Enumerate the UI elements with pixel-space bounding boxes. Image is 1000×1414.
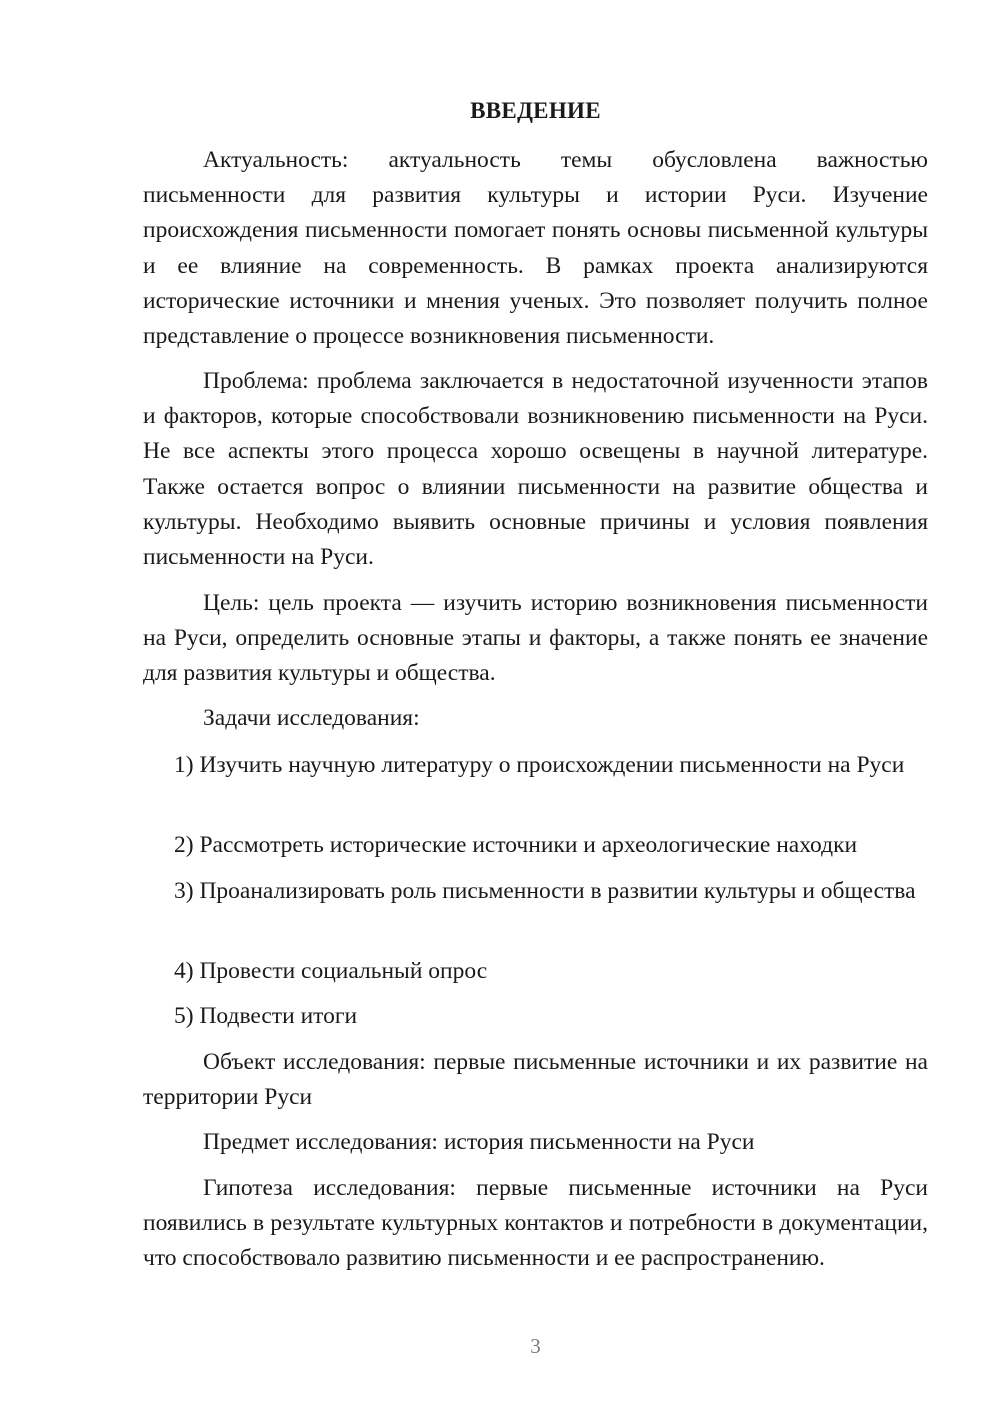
paragraph-object: Объект исследования: первые письменные источники и их развитие на территории Руси (143, 1049, 928, 1111)
section-title: ВВЕДЕНИЕ (470, 98, 601, 123)
tasks-heading: Задачи исследования: (203, 705, 420, 731)
task-item-2: 2) Рассмотреть исторические источники и археологические находки (174, 832, 858, 858)
task-item-3: 3) Проанализировать роль письменности в развитии культуры и общества (174, 878, 916, 904)
task-item-1: 1) Изучить научную литературу о происхождении письменности на Руси (174, 752, 905, 778)
paragraph-goal: Цель: цель проекта — изучить историю возникновения письменности на Руси, определить основные этапы и факторы, а также понять ее значение для развития культуры и общества. (143, 590, 928, 687)
paragraph-relevance: Актуальность: актуальность темы обусловлена важностью письменности для развития культуры и истории Руси. Изучение происхождения письменности помогает понять основы письменной культуры и ее влияние на современность. В рамках проекта анализируются исторические источники и мнения ученых. Это позволяет получить полное представление о процессе возникновения письменности. (143, 147, 928, 350)
page-number: 3 (530, 1334, 541, 1358)
task-item-5: 5) Подвести итоги (174, 1003, 358, 1029)
document-page (143, 0, 928, 1414)
paragraph-subject: Предмет исследования: история письменности на Руси (203, 1129, 755, 1155)
paragraph-problem: Проблема: проблема заключается в недостаточной изученности этапов и факторов, которые способствовали возникновению письменности на Руси. Не все аспекты этого процесса хорошо освещены в научной литературе. Также остается вопрос о влиянии письменности на развитие общества и культуры. Необходимо выявить основные причины и условия появления письменности на Руси. (143, 368, 928, 571)
paragraph-hypothesis: Гипотеза исследования: первые письменные источники на Руси появились в результате культурных контактов и потребности в документации, что способствовало развитию письменности и ее распространению. (143, 1175, 928, 1272)
task-item-4: 4) Провести социальный опрос (174, 958, 488, 984)
